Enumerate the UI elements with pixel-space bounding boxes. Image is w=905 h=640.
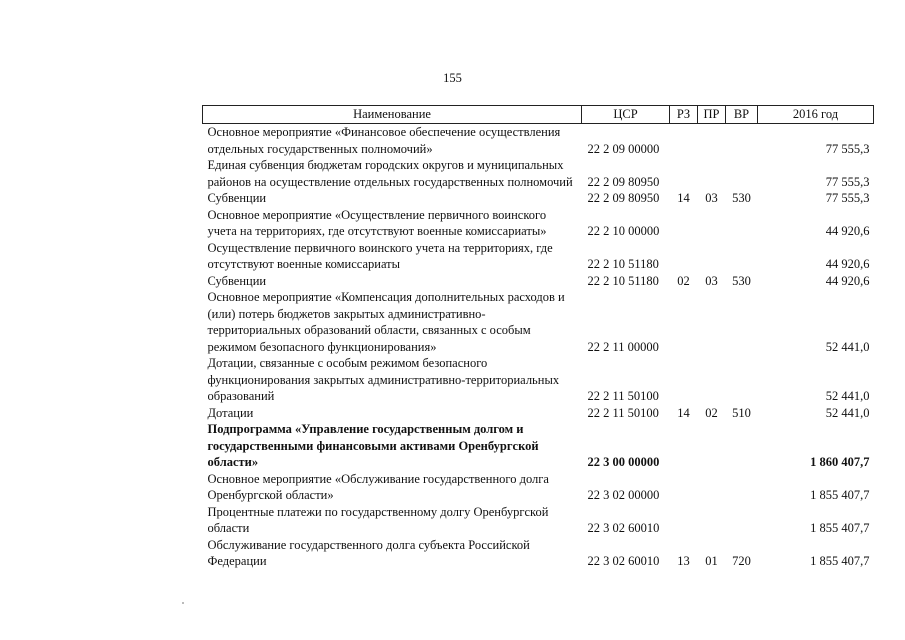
page-number: 155 xyxy=(443,71,462,85)
row-name: Единая субвенция бюджетам городских округов и муниципальных районов на осуществление отдельных государственных полномочий xyxy=(207,158,573,189)
row-vr: 530 xyxy=(732,191,751,205)
row-vr xyxy=(726,289,758,355)
row-rz: 14 xyxy=(677,191,690,205)
row-name: Основное мероприятие «Обслуживание государственного долга Оренбургской области» xyxy=(207,471,549,502)
table-row xyxy=(203,289,874,355)
table-row xyxy=(203,157,874,190)
row-amount: 52 441,0 xyxy=(825,389,870,403)
table-row xyxy=(203,537,874,570)
row-rz: 13 xyxy=(677,554,690,568)
row-csr: 22 2 09 80950 xyxy=(587,191,660,205)
row-amount: 44 920,6 xyxy=(825,273,870,288)
row-csr: 22 2 10 51180 xyxy=(587,273,659,288)
row-pr: 03 xyxy=(705,191,718,205)
row-rz xyxy=(670,207,698,240)
row-vr xyxy=(726,207,758,240)
table-row xyxy=(203,471,874,504)
row-pr xyxy=(698,240,726,273)
row-name: Осуществление первичного воинского учета на территориях, где отсутствуют военные комиссариаты xyxy=(207,240,553,271)
row-name: Основное мероприятие «Осуществление первичного воинского учета на территориях, где отсутствуют военные комиссариаты» xyxy=(207,207,547,238)
row-rz xyxy=(670,355,698,405)
row-rz xyxy=(670,124,698,158)
row-vr: 530 xyxy=(732,273,751,288)
table-row xyxy=(203,421,874,471)
row-csr: 22 2 10 00000 xyxy=(587,224,660,238)
header-csr: ЦСР xyxy=(582,106,670,124)
row-vr xyxy=(726,157,758,190)
row-vr xyxy=(726,124,758,158)
row-rz: 14 xyxy=(677,405,690,420)
row-pr xyxy=(698,421,726,471)
row-rz xyxy=(670,504,698,537)
header-pr: ПР xyxy=(698,106,726,124)
table-row xyxy=(203,207,874,240)
row-pr: 01 xyxy=(705,554,718,568)
row-pr xyxy=(698,504,726,537)
header-year: 2016 год xyxy=(758,106,874,124)
row-pr xyxy=(698,124,726,158)
row-rz xyxy=(670,471,698,504)
row-rz xyxy=(670,157,698,190)
row-rz xyxy=(670,240,698,273)
row-vr xyxy=(726,504,758,537)
row-amount: 52 441,0 xyxy=(825,339,870,354)
table-row xyxy=(203,405,874,422)
row-amount: 77 555,3 xyxy=(825,191,870,205)
row-rz xyxy=(670,289,698,355)
row-amount: 1 855 407,7 xyxy=(810,521,870,535)
table-row xyxy=(203,504,874,537)
row-amount: 52 441,0 xyxy=(825,405,870,420)
budget-table xyxy=(202,105,874,570)
row-name: Субвенции xyxy=(207,273,267,288)
row-pr xyxy=(698,207,726,240)
row-name: Основное мероприятие «Компенсация дополнительных расходов и (или) потерь бюджетов закрытых административно- территориальных образований области, связанных с особым режимом безопасного функционирования» xyxy=(207,290,565,354)
table-row xyxy=(203,240,874,273)
row-amount: 1 855 407,7 xyxy=(810,554,870,568)
table-row xyxy=(203,190,874,207)
row-csr: 22 3 00 00000 xyxy=(587,455,660,469)
header-name: Наименование xyxy=(203,106,582,124)
row-csr: 22 2 11 50100 xyxy=(587,405,659,420)
table-header-row xyxy=(203,106,874,124)
row-pr xyxy=(698,355,726,405)
row-name: Дотации xyxy=(207,405,254,420)
row-csr: 22 2 11 00000 xyxy=(587,339,659,354)
row-csr: 22 2 10 51180 xyxy=(587,257,659,271)
row-amount: 1 860 407,7 xyxy=(810,455,870,469)
table-row xyxy=(203,124,874,158)
row-amount: 77 555,3 xyxy=(825,174,870,189)
table-row xyxy=(203,355,874,405)
table-body xyxy=(203,124,874,570)
row-pr xyxy=(698,471,726,504)
row-name: Подпрограмма «Управление государственным долгом и государственными финансовыми активами Оренбургской области» xyxy=(207,422,539,469)
row-amount: 1 855 407,7 xyxy=(810,488,870,502)
row-vr: 720 xyxy=(732,554,751,568)
header-rz: РЗ xyxy=(670,106,698,124)
row-csr: 22 2 09 80950 xyxy=(587,174,660,189)
row-rz xyxy=(670,421,698,471)
row-amount: 77 555,3 xyxy=(825,141,870,156)
table-row xyxy=(203,273,874,290)
row-pr xyxy=(698,289,726,355)
row-pr: 02 xyxy=(705,405,718,420)
row-amount: 44 920,6 xyxy=(825,224,870,238)
row-name: Дотации, связанные с особым режимом безопасного функционирования закрытых административно-территориальных образований xyxy=(207,356,560,403)
row-pr xyxy=(698,157,726,190)
row-csr: 22 3 02 60010 xyxy=(587,521,660,535)
row-vr xyxy=(726,421,758,471)
header-vr: ВР xyxy=(726,106,758,124)
row-name: Субвенции xyxy=(207,191,267,205)
row-vr xyxy=(726,355,758,405)
row-name: Обслуживание государственного долга субъекта Российской Федерации xyxy=(207,537,530,568)
row-csr: 22 3 02 60010 xyxy=(587,554,660,568)
row-rz: 02 xyxy=(677,273,690,288)
row-vr xyxy=(726,471,758,504)
row-pr: 03 xyxy=(705,273,718,288)
row-name: Процентные платежи по государственному долгу Оренбургской области xyxy=(207,504,549,535)
row-amount: 44 920,6 xyxy=(825,257,870,271)
row-csr: 22 2 11 50100 xyxy=(587,389,659,403)
row-csr: 22 2 09 00000 xyxy=(587,141,660,156)
row-name: Основное мероприятие «Финансовое обеспечение осуществления отдельных государственных полномочий» xyxy=(207,125,561,156)
row-csr: 22 3 02 00000 xyxy=(587,488,660,502)
row-vr xyxy=(726,240,758,273)
row-vr: 510 xyxy=(732,405,751,420)
margin-mark xyxy=(182,602,184,604)
